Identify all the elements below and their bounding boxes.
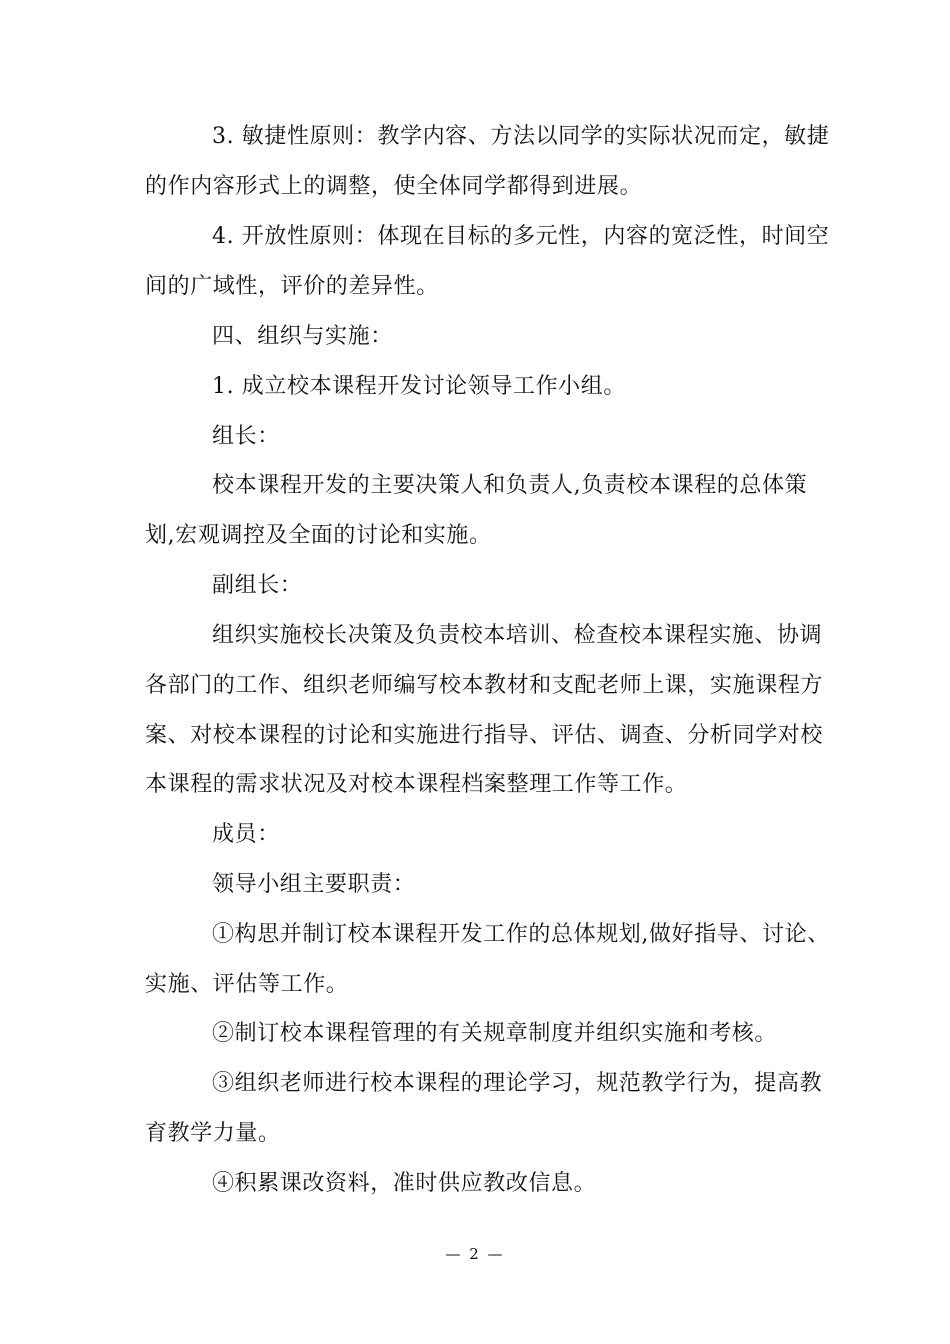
duty-item-2: ②制订校本课程管理的有关规章制度并组织实施和考核。 (212, 1021, 778, 1046)
section-heading-organization: 四、组织与实施： (212, 324, 393, 349)
label-group-duties: 领导小组主要职责： (212, 872, 416, 897)
paragraph-group-leader-line-2: 划,宏观调控及全面的讨论和实施。 (145, 523, 492, 548)
page-number: — 2 — (445, 1245, 505, 1263)
paragraph-principle-4-line-2: 间的广域性，评价的差异性。 (145, 274, 439, 299)
label-group-leader: 组长： (212, 424, 280, 449)
label-deputy-leader: 副组长： (212, 573, 303, 598)
paragraph-principle-3-line-2: 的作内容形式上的调整，使全体同学都得到进展。 (145, 174, 643, 199)
paragraph-principle-3-line-1: 3. 敏捷性原则：教学内容、方法以同学的实际状况而定，敏捷 (212, 124, 830, 149)
duty-item-3-line-2: 育教学力量。 (145, 1121, 281, 1146)
duty-item-1-line-1: ①构思并制订校本课程开发工作的总体规划,做好指导、讨论、 (212, 922, 830, 947)
paragraph-group-leader-line-1: 校本课程开发的主要决策人和负责人,负责校本课程的总体策 (212, 473, 808, 498)
item-leadership-group: 1. 成立校本课程开发讨论领导工作小组。 (212, 374, 626, 399)
paragraph-deputy-line-3: 案、对校本课程的讨论和实施进行指导、评估、调查、分析同学对校 (145, 723, 824, 748)
paragraph-deputy-line-4: 本课程的需求状况及对校本课程档案整理工作等工作。 (145, 772, 688, 797)
duty-item-4: ④积累课改资料，准时供应教改信息。 (212, 1171, 597, 1196)
duty-item-1-line-2: 实施、评估等工作。 (145, 972, 349, 997)
paragraph-principle-4-line-1: 4. 开放性原则：体现在目标的多元性，内容的宽泛性，时间空 (212, 224, 830, 249)
label-members: 成员： (212, 822, 280, 847)
paragraph-deputy-line-2: 各部门的工作、组织老师编写校本教材和支配老师上课，实施课程方 (145, 673, 824, 698)
duty-item-3-line-1: ③组织老师进行校本课程的理论学习，规范教学行为，提高教 (212, 1071, 823, 1096)
paragraph-deputy-line-1: 组织实施校长决策及负责校本培训、检查校本课程实施、协调 (212, 623, 823, 648)
